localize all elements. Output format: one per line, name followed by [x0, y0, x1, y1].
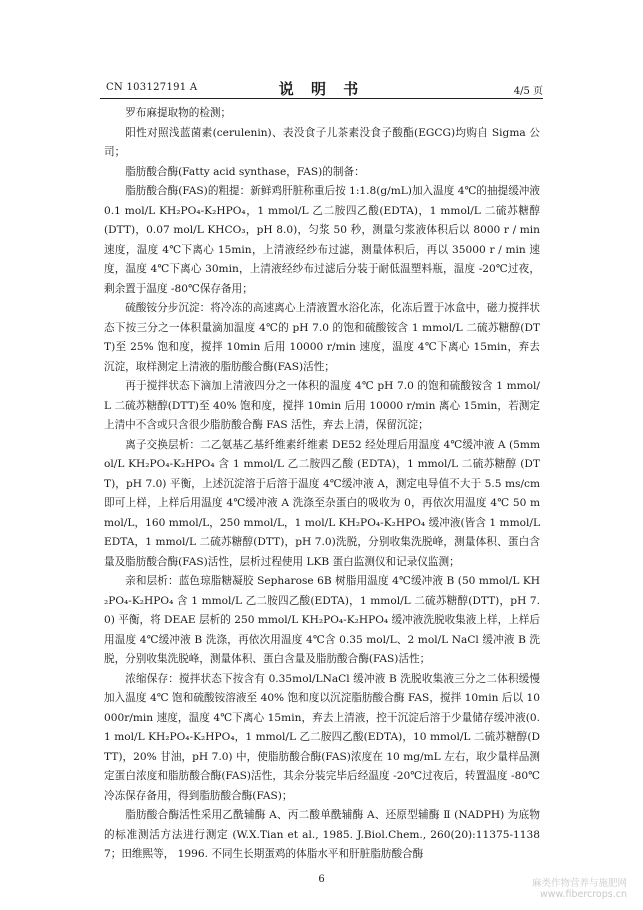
paragraph: 浓缩保存：搅拌状态下按含有 0.35mol/LNaCl 缓冲液 B 洗脱收集液三分之二体积缓慢加入温度 4℃ 饱和硫酸铵溶液至 40% 饱和度以沉淀脂肪酸合酶 FAS，搅拌 10min 后以 10000r/min 速度，温度 4℃下离心 15min，弃去上清液，控干沉淀后溶于少量储存缓冲液(0.1 mol/L KH₂PO₄-K₂HPO₄，1 mmol/L 乙二胺四乙酸(EDTA)，10 mmol/L 二硫苏糖醇(DTT)，20% 甘油，pH 7.0) 中，使脂肪酸合酶(FAS)浓度在 10 mg/mL 左右，取少量样品测定蛋白浓度和脂肪酸合酶(FAS)活性，其余分装完毕后经温度 -20℃过夜后，转置温度 -80℃冷冻保存备用，得到脂肪酸合酶(FAS)；	[104, 672, 540, 802]
paragraph: 阳性对照浅蓝菌素(cerulenin)、表没食子儿茶素没食子酸酯(EGCG)均购自 Sigma 公司；	[104, 126, 540, 158]
paragraph: 罗布麻提取物的检测；	[125, 107, 232, 119]
paragraph: 脂肪酸合酶活性采用乙酰辅酶 A、丙二酸单酰辅酶 A、还原型辅酶 Ⅱ (NADPH) 为底物的标准测活方法进行测定 (W.X.Tian et al., 1985. J.Biol.Chem., 260(20):11375-11387；田维熙等， 1996. 不同生长期蛋鸡的体脂水平和肝脏脂肪酸合酶	[104, 809, 540, 860]
page-ratio: 4/5 页	[513, 86, 543, 97]
paragraph: 离子交换层析：二乙氨基乙基纤维素纤维素 DE52 经处理后用温度 4℃缓冲液 A (5mmol/L KH₂PO₄-K₂HPO₄ 含 1 mmol/L 乙二胺四乙酸 (EDTA)，1 mmol/L 二硫苏糖醇 (DTT)，pH 7.0) 平衡，上述沉淀溶于后溶于温度 4℃缓冲液 A，测定电导值不大于 5.5 ms/cm 即可上样，上样后用温度 4℃缓冲液 A 洗涤至杂蛋白的吸收为 0，再依次用温度 4℃ 50 mmol/L，160 mmol/L，250 mmol/L，1 mol/L KH₂PO₄-K₂HPO₄ 缓冲液(皆含 1 mmol/L EDTA，1 mmol/L 二硫苏糖醇(DTT)，pH 7.0)洗脱，分别收集洗脱峰，测量体积、蛋白含量及脂肪酸合酶(FAS)活性，层析过程使用 LKB 蛋白监测仪和记录仪监测；	[104, 438, 540, 568]
paragraph: 再于搅拌状态下滴加上清液四分之一体积的温度 4℃ pH 7.0 的饱和硫酸铵含 1 mmol/L 二硫苏糖醇(DTT)至 40% 饱和度，搅拌 10min 后用 10000 r/min 离心 15min，若测定上清中不含或只含很少脂肪酸合酶 FAS 活性，弃去上清，保留沉淀；	[104, 380, 540, 431]
site-watermark	[532, 878, 627, 900]
watermark-title: 麻类作物营养与施肥网	[531, 878, 627, 889]
paragraph: 硫酸铵分步沉淀：将冷冻的高速离心上清液置水浴化冻，化冻后置于冰盒中，磁力搅拌状态下按三分之一体积量滴加温度 4℃的 pH 7.0 的饱和硫酸铵含 1 mmol/L 二硫苏糖醇(DTT)至 25% 饱和度，搅拌 10min 后用 10000 r/min 速度，温度 4℃下离心 15min，弃去沉淀，取样测定上清液的脂肪酸合酶(FAS)活性；	[104, 302, 540, 373]
paragraph: 脂肪酸合酶(FAS)的粗提：新鲜鸡肝脏称重后按 1:1.8(g/mL)加入温度 4℃的抽提缓冲液 0.1 mol/L KH₂PO₄-K₂HPO₄，1 mmol/L 乙二胺四乙酸(EDTA)，1 mmol/L 二硫苏糖醇(DTT)，0.07 mol/L KHCO₃，pH 8.0)，匀浆 50 秒，测量匀浆液体积后以 8000 r / min 速度，温度 4℃下离心 15min，上清液经纱布过滤，测量体积后，再以 35000 r / min 速度，温度 4℃下离心 30min，上清液经纱布过滤后分装于耐低温塑料瓶，温度 -20℃过夜，剩余置于温度 -80℃保存备用；	[104, 185, 540, 295]
document-body	[104, 104, 540, 865]
document-title: 说 明 书	[278, 80, 365, 98]
patent-number: CN 103127191 A	[106, 82, 198, 93]
page-number: 6	[318, 874, 325, 885]
header-rule	[100, 98, 543, 99]
watermark-url: www.fibercrops.cn	[540, 889, 627, 900]
paragraph: 亲和层析：蓝色琼脂糖凝胶 Sepharose 6B 树脂用温度 4℃缓冲液 B (50 mmol/L KH₂PO₄-K₂HPO₄ 含 1 mmol/L 乙二胺四乙酸(EDTA)，1 mmol/L 二硫苏糖醇(DTT)，pH 7.0) 平衡，将 DEAE 层析的 250 mmol/L KH₂PO₄-K₂HPO₄ 缓冲液洗脱收集液上样，上样后用温度 4℃缓冲液 B 洗涤，再依次用温度 4℃含 0.35 mol/L、2 mol/L NaCl 缓冲液 B 洗脱，分别收集洗脱峰，测量体积、蛋白含量及脂肪酸合酶(FAS)活性；	[104, 575, 540, 665]
page-header	[100, 78, 543, 98]
paragraph: 脂肪酸合酶(Fatty acid synthase，FAS)的制备：	[125, 165, 365, 178]
